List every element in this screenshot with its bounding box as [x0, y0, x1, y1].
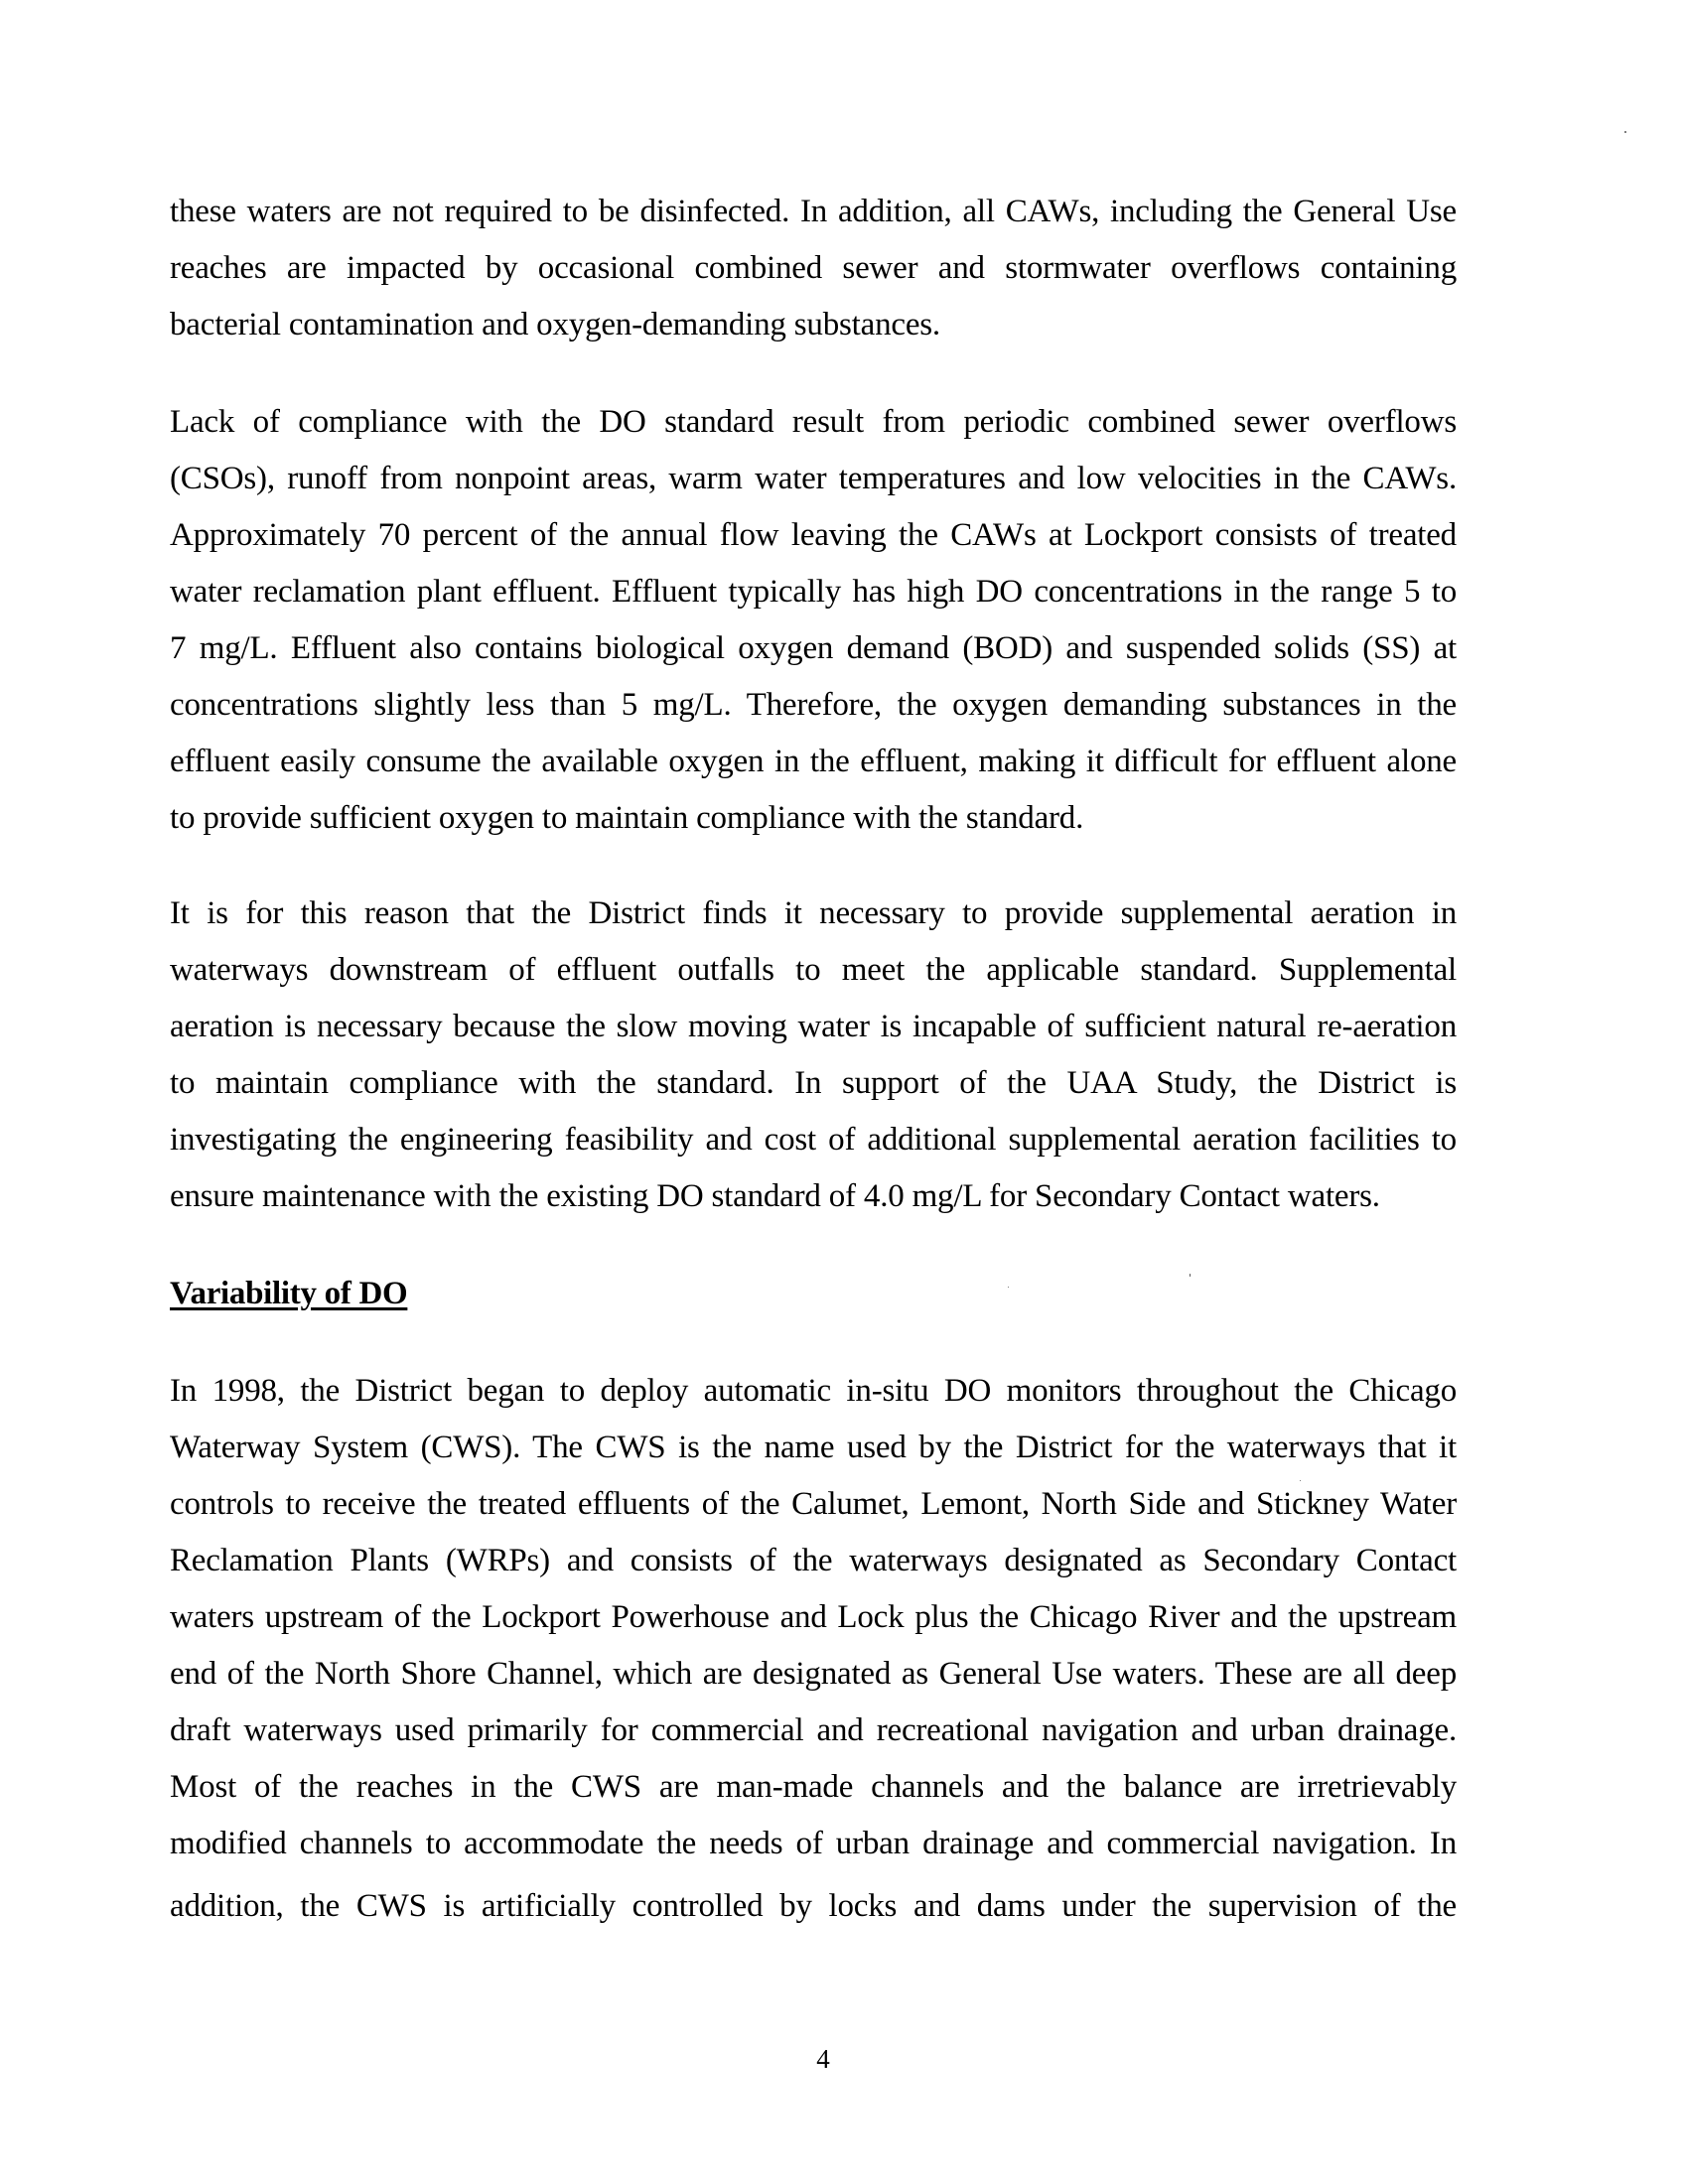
text-line: In 1998, the District began to deploy automatic in-situ DO monitors throughout the Chicago [170, 1373, 1457, 1409]
text-line: Lack of compliance with the DO standard result from periodic combined sewer overflows [170, 404, 1457, 440]
text-line: concentrations slightly less than 5 mg/L. Therefore, the oxygen demanding substances in the [170, 687, 1457, 723]
text-line: to provide sufficient oxygen to maintain compliance with the standard. [170, 800, 1084, 836]
text-line: 7 mg/L. Effluent also contains biological oxygen demand (BOD) and suspended solids (SS) at [170, 630, 1457, 666]
text-line: these waters are not required to be disinfected. In addition, all CAWs, including the General Use [170, 194, 1457, 229]
text-line: Reclamation Plants (WRPs) and consists of the waterways designated as Secondary Contact [170, 1543, 1457, 1578]
text-line: Waterway System (CWS). The CWS is the name used by the District for the waterways that it [170, 1430, 1457, 1465]
scan-speck [1624, 131, 1626, 133]
text-line: aeration is necessary because the slow moving water is incapable of sufficient natural re-aeration [170, 1009, 1457, 1044]
text-line: modified channels to accommodate the needs of urban drainage and commercial navigation. In [170, 1826, 1457, 1861]
text-line: Approximately 70 percent of the annual flow leaving the CAWs at Lockport consists of treated [170, 517, 1457, 553]
text-line: water reclamation plant effluent. Effluent typically has high DO concentrations in the range 5 to [170, 574, 1457, 610]
scan-speck [1190, 1274, 1191, 1277]
text-line: waterways downstream of effluent outfalls to meet the applicable standard. Supplemental [170, 952, 1457, 988]
text-line: investigating the engineering feasibility and cost of additional supplemental aeration facilities to [170, 1122, 1457, 1158]
text-line: (CSOs), runoff from nonpoint areas, warm water temperatures and low velocities in the CAWs. [170, 461, 1457, 496]
text-line: ensure maintenance with the existing DO standard of 4.0 mg/L for Secondary Contact waters. [170, 1178, 1380, 1214]
text-line: to maintain compliance with the standard. In support of the UAA Study, the District is [170, 1065, 1457, 1101]
text-line: waters upstream of the Lockport Powerhouse and Lock plus the Chicago River and the upstream [170, 1599, 1457, 1635]
text-line: controls to receive the treated effluents of the Calumet, Lemont, North Side and Stickney Water [170, 1486, 1457, 1522]
text-line: bacterial contamination and oxygen-demanding substances. [170, 307, 940, 342]
text-line: reaches are impacted by occasional combined sewer and stormwater overflows containing [170, 250, 1457, 286]
scan-speck [1008, 1287, 1009, 1288]
text-line: end of the North Shore Channel, which are designated as General Use waters. These are all deep [170, 1656, 1457, 1692]
text-line: Most of the reaches in the CWS are man-made channels and the balance are irretrievably [170, 1769, 1457, 1805]
text-line: effluent easily consume the available oxygen in the effluent, making it difficult for effluent alone [170, 744, 1457, 779]
section-heading: Variability of DO [170, 1276, 408, 1311]
text-line: addition, the CWS is artificially controlled by locks and dams under the supervision of the [170, 1888, 1457, 1924]
page-number: 4 [816, 2044, 830, 2074]
text-line: It is for this reason that the District finds it necessary to provide supplemental aeration in [170, 895, 1457, 931]
scan-speck [1300, 1480, 1301, 1481]
text-line: draft waterways used primarily for commercial and recreational navigation and urban drainage. [170, 1712, 1457, 1748]
